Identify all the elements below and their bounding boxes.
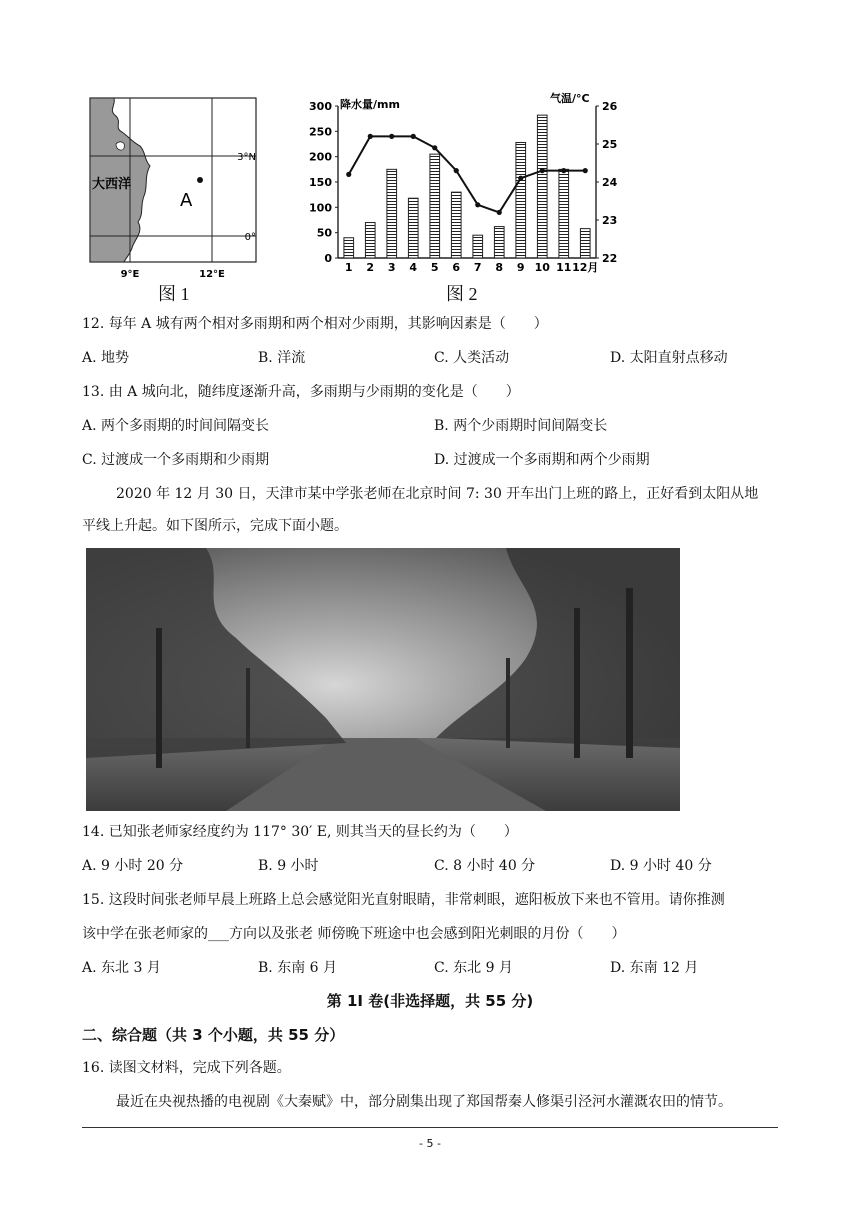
precip-bar — [387, 169, 397, 258]
passage-line-2: 平线上升起。如下图所示，完成下面小题。 — [82, 518, 348, 534]
month-label: 8 — [495, 261, 504, 274]
q13-option-b: B. 两个少雨期时间间隔变长 — [434, 418, 608, 434]
temperature-point — [561, 168, 566, 173]
q15-option-d: D. 东南 12 月 — [610, 960, 699, 976]
month-label: 2 — [366, 261, 375, 274]
page-number: - 5 - — [419, 1137, 441, 1150]
month-label: 4 — [409, 261, 418, 274]
q15-option-a: A. 东北 3 月 — [82, 960, 161, 976]
tree-trunk — [574, 608, 580, 758]
right-tick-label: 26 — [602, 100, 618, 113]
left-tick-label: 300 — [309, 100, 332, 113]
month-label: 9 — [516, 261, 525, 274]
sunrise-road-photo — [86, 548, 680, 811]
temperature-line — [349, 136, 586, 212]
q14-option-b: B. 9 小时 — [258, 858, 319, 874]
temperature-point — [583, 168, 588, 173]
section-2-title: 第 1I 卷(非选择题，共 55 分) — [326, 992, 534, 1010]
temperature-point — [432, 145, 437, 150]
q13-option-c: C. 过渡成一个多雨期和少雨期 — [82, 452, 270, 468]
right-tick-label: 22 — [602, 252, 618, 265]
map-svg — [86, 96, 264, 296]
lon-9e-label: 9°E — [120, 269, 140, 280]
q14-option-a: A. 9 小时 20 分 — [82, 858, 184, 874]
figure-2-caption: 图 2 — [446, 284, 478, 304]
q16-paragraph: 最近在央视热播的电视剧《大秦赋》中，部分剧集出现了郑国帮秦人修渠引泾河水灌溉农田的情节。 — [116, 1094, 732, 1110]
temperature-point — [389, 134, 394, 139]
q14-stem: 14. 已知张老师家经度约为 117° 30′ E, 则其当天的昼长约为（ ） — [82, 824, 518, 840]
tree-trunk — [156, 628, 162, 768]
figure-2 — [300, 90, 630, 284]
left-tick-label: 150 — [309, 176, 332, 189]
q16-stem: 16. 读图文材料，完成下列各题。 — [82, 1060, 291, 1076]
q13-option-a: A. 两个多雨期的时间间隔变长 — [82, 418, 270, 434]
month-label: 11 — [556, 261, 572, 274]
q13-option-d: D. 过渡成一个多雨期和两个少雨期 — [434, 452, 650, 468]
precip-bar — [580, 229, 590, 258]
q14-option-d: D. 9 小时 40 分 — [610, 858, 712, 874]
city-a-dot — [197, 177, 203, 183]
left-tick-label: 100 — [309, 201, 332, 215]
temperature-point — [368, 134, 373, 139]
temperature-point — [497, 210, 502, 215]
right-axis-title: 气温/°C — [550, 92, 590, 105]
q12-option-b: B. 洋流 — [258, 350, 306, 366]
precip-bar — [344, 238, 354, 258]
island — [116, 142, 124, 150]
precip-bar — [537, 115, 547, 258]
precip-bar — [559, 169, 569, 258]
temperature-point — [540, 168, 545, 173]
left-axis-title: 降水量/mm — [340, 98, 400, 111]
precip-bar — [408, 198, 418, 258]
climate-chart — [300, 90, 630, 284]
temperature-point — [518, 176, 523, 181]
precip-bar — [516, 142, 526, 258]
month-label: 7 — [473, 261, 482, 274]
footer-rule — [82, 1127, 778, 1128]
left-tick-label: 250 — [309, 125, 332, 139]
precip-bar — [430, 154, 440, 258]
month-label: 3 — [387, 261, 396, 274]
month-label: 12月 — [572, 261, 599, 274]
precip-bar — [473, 235, 483, 258]
month-label: 1 — [344, 261, 353, 274]
q12-option-c: C. 人类活动 — [434, 350, 510, 366]
q12-option-d: D. 太阳直射点移动 — [610, 350, 728, 366]
point-a-label: A — [180, 190, 193, 211]
ocean-label: 大西洋 — [92, 177, 132, 192]
precip-bar — [365, 223, 375, 258]
month-label: 10 — [534, 261, 550, 274]
q14-option-c: C. 8 小时 40 分 — [434, 858, 536, 874]
right-tick-label: 25 — [602, 138, 618, 151]
q15-line-1: 15. 这段时间张老师早晨上班路上总会感觉阳光直射眼睛，非常刺眼，遮阳板放下来也不管用。请你推测 — [82, 892, 725, 908]
q13-stem: 13. 由 A 城向北，随纬度逐渐升高，多雨期与少雨期的变化是（ ） — [82, 384, 520, 400]
temperature-point — [454, 168, 459, 173]
q15-option-c: C. 东北 9 月 — [434, 960, 513, 976]
tree-trunk — [626, 588, 633, 758]
tree-trunk — [246, 668, 250, 748]
precip-bar — [494, 227, 504, 258]
lat-3n-label: 3°N — [237, 152, 256, 163]
left-tick-label: 50 — [316, 226, 332, 240]
q15-option-b: B. 东南 6 月 — [258, 960, 337, 976]
q12-stem: 12. 每年 A 城有两个相对多雨期和两个相对少雨期，其影响因素是（ ） — [82, 316, 548, 332]
q12-option-a: A. 地势 — [82, 350, 130, 366]
figure-1 — [86, 96, 264, 296]
tree-trunk — [506, 658, 510, 748]
month-label: 6 — [452, 261, 461, 274]
lon-12e-label: 12°E — [199, 269, 225, 280]
photo-svg — [86, 548, 680, 811]
part-2-title: 二、综合题（共 3 个小题，共 55 分） — [82, 1026, 345, 1044]
q15-line-2: 该中学在张老师家的___方向以及张老 师傍晚下班途中也会感到阳光刺眼的月份（ ） — [82, 926, 626, 942]
temperature-point — [346, 172, 351, 177]
figure-1-caption: 图 1 — [158, 284, 190, 304]
lat-0-label: 0° — [244, 232, 256, 243]
precip-bar — [451, 192, 461, 258]
right-tick-label: 23 — [602, 214, 618, 227]
month-label: 5 — [430, 261, 439, 274]
passage-line-1: 2020 年 12 月 30 日，天津市某中学张老师在北京时间 7: 30 开车出门上班的路上，正好看到太阳从地 — [116, 486, 759, 502]
right-tick-label: 24 — [602, 176, 618, 189]
left-tick-label: 0 — [324, 252, 332, 265]
temperature-point — [411, 134, 416, 139]
left-tick-label: 200 — [309, 150, 332, 164]
temperature-point — [475, 202, 480, 207]
